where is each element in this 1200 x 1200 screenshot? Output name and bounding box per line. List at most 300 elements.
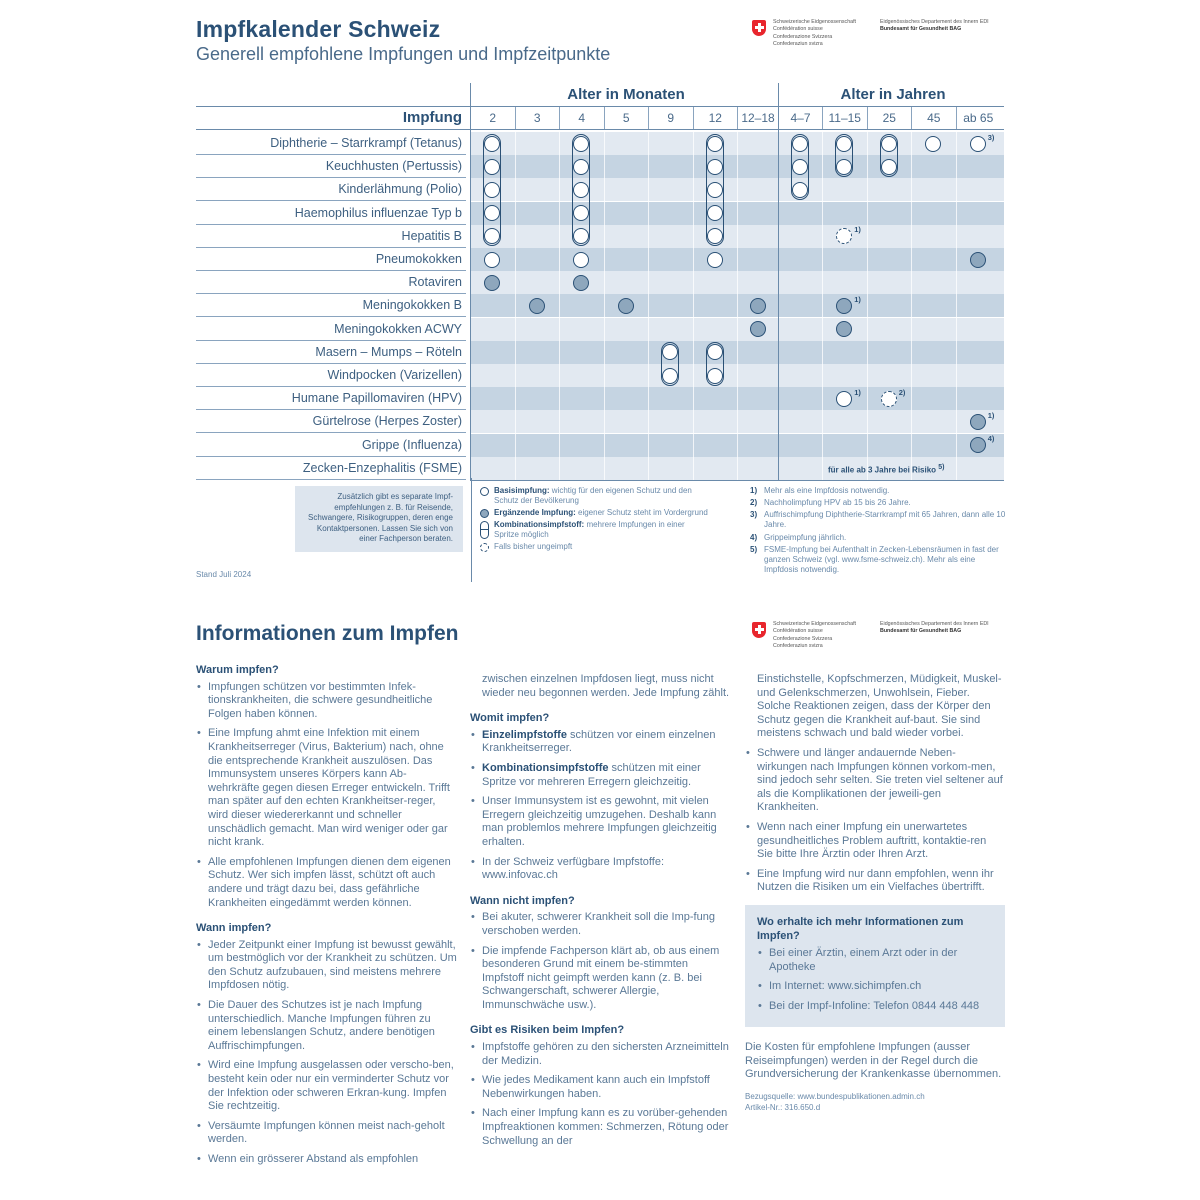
legend <box>480 486 710 554</box>
basic-dose-marker <box>707 136 723 152</box>
basic-dose-marker <box>573 252 589 268</box>
cell-separator <box>515 294 516 317</box>
department-names: Eidgenössisches Departement des Innern EDI Bundesamt für Gesundheit BAG <box>880 621 989 635</box>
vaccine-name: Humane Papillomaviren (HPV) <box>196 387 466 410</box>
cell-separator <box>867 410 868 433</box>
row-band <box>470 364 1004 387</box>
age-column-header: 25 <box>867 107 912 129</box>
cell-separator <box>737 225 738 248</box>
cell-separator <box>515 178 516 201</box>
bullet-item: • Wenn nach einer Impfung ein unerwartetes gesundheitliches Problem auftritt, kontaktie-ren Sie bitte Ihre Ärztin oder Ihren Arzt. <box>745 821 1005 862</box>
cell-separator <box>867 364 868 387</box>
bullet-item: • Die impfende Fachperson klärt ab, ob aus einem besonderen Grund mit einem be-stimmten Impfstoff nicht geimpft werden kann (z. B. bei Schwangerschaft, schwerer Allergie, Immunschwäche usw.). <box>470 945 732 1013</box>
cell-separator <box>604 225 605 248</box>
cell-separator <box>822 132 823 155</box>
bullet-item: • Bei akuter, schwerer Krankheit soll die Imp-fung verschoben werden. <box>470 911 732 938</box>
cell-separator <box>559 341 560 364</box>
table-divider <box>470 83 471 480</box>
cell-separator <box>822 318 823 341</box>
cell-separator <box>648 271 649 294</box>
vaccine-row <box>196 178 1004 201</box>
basic-dose-marker <box>881 136 897 152</box>
age-column-header: 5 <box>604 107 649 129</box>
supplementary-dose-marker <box>970 414 986 430</box>
cell-separator <box>956 202 957 225</box>
cell-separator <box>515 387 516 410</box>
info-column-1 <box>196 664 458 1179</box>
cell-separator <box>956 341 957 364</box>
cell-separator <box>693 155 694 178</box>
basic-dose-marker <box>484 252 500 268</box>
status-date: Stand Juli 2024 <box>196 570 252 579</box>
footnote-marker: 5) <box>938 464 945 472</box>
cell-separator <box>911 132 912 155</box>
basic-dose-marker <box>484 136 500 152</box>
section-why <box>196 664 458 910</box>
basic-dose-marker <box>925 136 941 152</box>
swiss-flag-icon <box>752 622 766 638</box>
legend-item-supplementary: Ergänzende Impfung: eigener Schutz steht im Vordergrund <box>480 508 710 518</box>
vaccine-row <box>196 341 1004 364</box>
cell-separator <box>822 248 823 271</box>
basic-dose-marker <box>484 159 500 175</box>
basic-vaccination-icon <box>480 487 489 496</box>
row-band <box>470 294 1004 317</box>
row-band <box>470 202 1004 225</box>
cell-separator <box>956 434 957 457</box>
row-band <box>470 410 1004 433</box>
header-divider <box>196 106 1004 107</box>
basic-dose-marker <box>573 136 589 152</box>
vaccine-name: Meningokokken ACWY <box>196 318 466 341</box>
row-band <box>470 387 1004 410</box>
cell-separator <box>822 155 823 178</box>
cell-separator <box>648 318 649 341</box>
cell-separator <box>822 364 823 387</box>
cell-separator <box>604 318 605 341</box>
bullet-continuation: Einstichstelle, Kopfschmerzen, Müdigkeit, Muskel- und Gelenkschmerzen, Unwohlsein, Fieber. Solche Reaktionen zeigen, dass der Körper den Schutz gegen die Krankheit auf-baut. Sie sind meistens schwach und bald wieder vorbei. <box>757 673 1002 740</box>
page-subtitle: Generell empfohlene Impfungen und Impfzeitpunkte <box>196 44 611 64</box>
cell-separator <box>737 248 738 271</box>
cell-separator <box>867 178 868 201</box>
vaccine-name: Haemophilus influenzae Typ b <box>196 202 466 225</box>
row-band <box>470 225 1004 248</box>
supplementary-dose-marker <box>529 298 545 314</box>
cell-separator <box>515 271 516 294</box>
bullet-continuation: zwischen einzelnen Impfdosen liegt, muss nicht wieder neu begonnen werden. Jede Impfung zählt. <box>482 673 730 699</box>
cell-separator <box>867 202 868 225</box>
cell-separator <box>822 178 823 201</box>
cell-separator <box>604 294 605 317</box>
bullet-item: • Versäumte Impfungen können meist nach-geholt werden. <box>196 1120 458 1147</box>
supplementary-dose-marker <box>970 252 986 268</box>
header-age-years: Alter in Jahren <box>840 86 946 103</box>
cell-separator <box>737 132 738 155</box>
bullet-item: • Jeder Zeitpunkt einer Impfung ist bewusst gewählt, um bestmöglich vor der Krankheit zu schützen. Um den Schutz aufzubauen, sind meistens mehrere Impfdosen nötig. <box>196 939 458 993</box>
cell-separator <box>867 387 868 410</box>
age-column-header: 9 <box>648 107 693 129</box>
row-band <box>470 248 1004 271</box>
cell-separator <box>559 178 560 201</box>
cell-separator <box>737 202 738 225</box>
cell-separator <box>867 271 868 294</box>
basic-dose-marker <box>662 368 678 384</box>
footnote-marker: 1) <box>854 225 861 235</box>
cell-separator <box>693 178 694 201</box>
bullet-item: • Im Internet: www.sichimpfen.ch <box>757 980 993 994</box>
cell-separator <box>648 248 649 271</box>
cell-separator <box>559 318 560 341</box>
bullet-item: • Wenn ein grösserer Abstand als empfohlen <box>196 1153 458 1167</box>
department-names: Eidgenössisches Departement des Innern EDI Bundesamt für Gesundheit BAG <box>880 19 989 33</box>
cell-separator <box>515 248 516 271</box>
cell-separator <box>737 341 738 364</box>
cell-separator <box>693 202 694 225</box>
cell-separator <box>911 294 912 317</box>
cell-separator <box>604 434 605 457</box>
cell-separator <box>822 387 823 410</box>
cell-separator <box>693 225 694 248</box>
cell-separator <box>559 294 560 317</box>
cell-separator <box>822 457 823 480</box>
cell-separator <box>867 341 868 364</box>
cell-separator <box>648 434 649 457</box>
row-band <box>470 178 1004 201</box>
cell-separator <box>911 202 912 225</box>
basic-dose-marker <box>707 205 723 221</box>
vaccine-name: Gürtelrose (Herpes Zoster) <box>196 410 466 433</box>
header-age-months: Alter in Monaten <box>567 86 685 103</box>
row-band <box>470 318 1004 341</box>
cell-separator <box>559 387 560 410</box>
cell-separator <box>737 457 738 480</box>
cell-separator <box>956 132 957 155</box>
cell-separator <box>737 387 738 410</box>
vaccine-row <box>196 410 1004 433</box>
footnote-marker: 1) <box>854 295 861 304</box>
footnote-marker: 3) <box>987 132 995 142</box>
cell-separator <box>956 271 957 294</box>
cell-separator <box>693 294 694 317</box>
cell-separator <box>693 271 694 294</box>
bullet-item: • Kombinationsimpfstoffe schützen mit einer Spritze vor mehreren Erregern gleichzeitig. <box>470 762 732 789</box>
cell-separator <box>648 457 649 480</box>
cell-separator <box>956 248 957 271</box>
vaccine-row <box>196 294 1004 317</box>
bullet-item: • Einzelimpfstoffe schützen vor einem einzelnen Krankheitserreger. <box>470 729 732 756</box>
row-band <box>470 132 1004 155</box>
supplementary-dose-marker <box>618 298 634 314</box>
info-column-3 <box>745 673 1005 1113</box>
cell-separator <box>604 155 605 178</box>
cell-separator <box>911 178 912 201</box>
cell-separator <box>867 434 868 457</box>
cell-separator <box>911 155 912 178</box>
cell-separator <box>956 294 957 317</box>
info-title: Informationen zum Impfen <box>196 622 459 645</box>
cell-separator <box>559 225 560 248</box>
footnotes <box>750 486 1006 577</box>
cell-separator <box>559 410 560 433</box>
supplementary-dose-marker <box>750 321 766 337</box>
cell-separator <box>648 178 649 201</box>
age-column-header: 2 <box>470 107 515 129</box>
age-column-header: 12–18 <box>737 107 778 129</box>
basic-dose-marker <box>836 159 852 175</box>
basic-dose-marker <box>881 159 897 175</box>
combination-vaccine-icon <box>480 521 489 539</box>
vaccine-row <box>196 225 1004 248</box>
cell-separator <box>737 364 738 387</box>
cell-separator <box>559 364 560 387</box>
cell-separator <box>559 434 560 457</box>
cell-separator <box>911 225 912 248</box>
cell-separator <box>737 294 738 317</box>
cell-separator <box>911 271 912 294</box>
cell-separator <box>515 410 516 433</box>
cell-separator <box>693 341 694 364</box>
bullet-item: • Eine Impfung ahmt eine Infektion mit einem Krankheitserreger (Virus, Bakterium) nach, ohne die entsprechende Krankheit auszulösen. Das Immunsystem unseres Körpers kann Ab-wehrkräfte gegen diesen Erreger entwickeln. Trifft man später auf den echten Krankheitser-reger, wird dieser wiedererkannt und schneller unschädlich gemacht. Man wird weniger oder gar nicht krank. <box>196 727 458 849</box>
row-band <box>470 341 1004 364</box>
age-column-header: 11–15 <box>822 107 867 129</box>
vaccine-row <box>196 364 1004 387</box>
vaccine-row <box>196 202 1004 225</box>
federal-logo-page2 <box>748 620 1016 656</box>
cell-separator <box>956 318 957 341</box>
cell-separator <box>956 410 957 433</box>
footnote: 1) Mehr als eine Impfdosis notwendig. <box>750 486 890 495</box>
cell-separator <box>515 132 516 155</box>
cell-separator <box>648 341 649 364</box>
footnote: 2) Nachholimpfung HPV ab 15 bis 26 Jahre. <box>750 498 911 508</box>
cell-separator <box>604 341 605 364</box>
bullet-item: • Impfungen schützen vor bestimmten Infek-tionskrankheiten, die schwere gesundheitliche Folgen haben können. <box>196 681 458 722</box>
basic-dose-marker <box>707 252 723 268</box>
cell-separator <box>956 364 957 387</box>
header-divider <box>196 129 1004 130</box>
cell-separator <box>911 410 912 433</box>
page-title: Impfkalender Schweiz <box>196 16 441 42</box>
source-line: Bezugsquelle: www.bundespublikationen.admin.ch <box>745 1092 925 1102</box>
basic-dose-marker <box>970 136 986 152</box>
vaccine-row <box>196 434 1004 457</box>
section-when <box>196 922 458 1167</box>
cell-separator <box>911 341 912 364</box>
vaccine-name: Diphtherie – Starrkrampf (Tetanus) <box>196 132 466 155</box>
row-band <box>470 434 1004 457</box>
bullet-item: • Bei einer Ärztin, einem Arzt oder in der Apotheke <box>757 947 993 974</box>
cell-separator <box>604 387 605 410</box>
footnote-marker: 2) <box>898 387 906 397</box>
footnote-marker: 1) <box>854 387 861 397</box>
months-years-divider <box>778 83 779 480</box>
cell-separator <box>559 132 560 155</box>
age-column-header: 3 <box>515 107 560 129</box>
row-band <box>470 155 1004 178</box>
section-with-what <box>470 712 732 883</box>
vaccine-name: Grippe (Influenza) <box>196 434 466 457</box>
row-band <box>470 271 1004 294</box>
cell-separator <box>515 341 516 364</box>
cell-separator <box>515 155 516 178</box>
cell-separator <box>956 387 957 410</box>
cell-separator <box>737 155 738 178</box>
more-info-box <box>745 905 1005 1027</box>
basic-dose-marker <box>707 182 723 198</box>
section-heading: Gibt es Risiken beim Impfen? <box>470 1024 625 1037</box>
info-column-2 <box>470 673 732 1160</box>
cell-separator <box>604 132 605 155</box>
bullet-item: • Unser Immunsystem ist es gewohnt, mit vielen Erregern gleichzeitig umzugehen. Deshalb kann man problemlos mehrere Impfungen gleichzeitig erhalten. <box>470 795 732 849</box>
footnote-marker: 1) <box>987 411 995 420</box>
section-when-not <box>470 895 732 1013</box>
cell-separator <box>956 457 957 480</box>
cell-separator <box>737 271 738 294</box>
vaccine-row <box>196 271 1004 294</box>
cell-separator <box>559 155 560 178</box>
federal-logo <box>748 18 1016 54</box>
fsme-risk-text: für alle ab 3 Jahre bei Risiko <box>828 466 939 476</box>
bullet-item: • Wird eine Impfung ausgelassen oder verscho-ben, besteht kein oder nur ein verminderter Schutz vor der Infektion oder schweren Erkran-kung. Impfen Sie rechtzeitig. <box>196 1059 458 1113</box>
cell-separator <box>867 132 868 155</box>
section-heading: Warum impfen? <box>196 664 279 676</box>
cell-separator <box>515 202 516 225</box>
basic-dose-marker <box>836 136 852 152</box>
vaccine-name: Windpocken (Varizellen) <box>196 364 466 387</box>
bullet-item: • Impfstoffe gehören zu den sichersten Arzneimitteln der Medizin. <box>470 1041 732 1068</box>
cell-separator <box>737 410 738 433</box>
bullet-item: • Eine Impfung wird nur dann empfohlen, wenn ihr Nutzen die Risiken um ein Vielfaches übertrifft. <box>745 868 1005 895</box>
section-heading: Wann impfen? <box>196 922 272 935</box>
basic-dose-marker <box>836 391 852 407</box>
header-vaccination: Impfung <box>402 109 462 126</box>
cell-separator <box>911 248 912 271</box>
footnote: 3) Auffrischimpfung Diphtherie-Starrkrampf mit 65 Jahren, dann alle 10 Jahre. <box>750 510 1006 530</box>
cell-separator <box>737 318 738 341</box>
additional-recommendations-note: Zusätzlich gibt es separate Impf-empfehlungen z. B. für Reisende, Schwangere, Risikogruppen, deren enge Kontaktpersonen. Lassen Sie sich von einer Fachperson beraten. <box>295 486 463 552</box>
cell-separator <box>956 155 957 178</box>
bullet-item: • In der Schweiz verfügbare Impfstoffe: www.infovac.ch <box>470 856 732 883</box>
basic-dose-marker <box>792 159 808 175</box>
basic-dose-marker <box>707 368 723 384</box>
bullet-item: • Alle empfohlenen Impfungen dienen dem eigenen Schutz. Wer sich impfen lässt, schützt oft auch andere und trägt dazu bei, dass gefährliche Krankheiten eingedämmt werden können. <box>196 856 458 910</box>
supplementary-dose-marker <box>484 275 500 291</box>
cell-separator <box>604 248 605 271</box>
cell-separator <box>867 248 868 271</box>
footnote-marker: 4) <box>987 434 995 444</box>
cell-separator <box>693 248 694 271</box>
legend-item-basic: Basisimpfung: wichtig für den eigenen Schutz und den Schutz der Bevölkerung <box>480 486 710 506</box>
cell-separator <box>911 387 912 410</box>
age-column-header: ab 65 <box>956 107 1001 129</box>
cell-separator <box>604 271 605 294</box>
vaccine-name: Pneumokokken <box>196 248 466 271</box>
cell-separator <box>693 132 694 155</box>
vaccine-name: Keuchhusten (Pertussis) <box>196 155 466 178</box>
catchup-dose-marker <box>881 391 897 407</box>
table-bottom-line <box>470 480 1004 481</box>
vaccine-name: Hepatitis B <box>196 225 466 248</box>
cell-separator <box>867 294 868 317</box>
cell-separator <box>822 341 823 364</box>
age-column-header: 12 <box>693 107 738 129</box>
section-heading: Wann nicht impfen? <box>470 894 575 907</box>
cell-separator <box>867 318 868 341</box>
cell-separator <box>867 225 868 248</box>
bullet-item: • Wie jedes Medikament kann auch ein Impfstoff Nebenwirkungen haben. <box>470 1074 732 1101</box>
cell-separator <box>822 294 823 317</box>
basic-dose-marker <box>792 136 808 152</box>
cell-separator <box>693 410 694 433</box>
cell-separator <box>515 434 516 457</box>
article-number: Artikel-Nr.: 316.650.d <box>745 1102 821 1112</box>
cell-separator <box>822 202 823 225</box>
age-column-header: 4 <box>559 107 604 129</box>
cell-separator <box>648 225 649 248</box>
cell-separator <box>559 202 560 225</box>
legend-item-catchup: Falls bisher ungeimpft <box>480 542 710 552</box>
vaccine-row <box>196 248 1004 271</box>
vaccine-name: Meningokokken B <box>196 294 466 317</box>
cell-separator <box>648 155 649 178</box>
cell-separator <box>956 225 957 248</box>
cell-separator <box>604 202 605 225</box>
footnote: 4) Grippeimpfung jährlich. <box>750 532 847 542</box>
age-column-header: 4–7 <box>778 107 822 129</box>
cell-separator <box>604 364 605 387</box>
bullet-item: • Schwere und länger andauernde Neben-wirkungen nach Impfungen können vorkom-men, sind jedoch sehr selten. Sie treten viel seltener auf als die Komplikationen der jeweili-gen Krankheiten. <box>745 747 1005 815</box>
basic-dose-marker <box>792 182 808 198</box>
cell-separator <box>822 225 823 248</box>
supplementary-dose-marker <box>573 275 589 291</box>
vaccine-name: Zecken-Enzephalitis (FSME) <box>196 457 466 480</box>
section-risks <box>470 1024 732 1148</box>
cell-separator <box>822 434 823 457</box>
catchup-vaccination-icon <box>480 543 489 552</box>
cell-separator <box>822 410 823 433</box>
vaccine-name: Kinderlähmung (Polio) <box>196 178 466 201</box>
cell-separator <box>737 178 738 201</box>
cell-separator <box>956 178 957 201</box>
cell-separator <box>515 225 516 248</box>
basic-dose-marker <box>573 159 589 175</box>
cell-separator <box>515 457 516 480</box>
cell-separator <box>648 132 649 155</box>
cell-separator <box>867 155 868 178</box>
legend-item-combination: Kombinationsimpfstoff: mehrere Impfungen in einer Spritze möglich <box>480 520 710 540</box>
costs-note: Die Kosten für empfohlene Impfungen (ausser Reiseimpfungen) werden in der Regel durch die Grundversicherung der Krankenkasse übernommen. <box>745 1041 1002 1081</box>
cell-separator <box>648 364 649 387</box>
fsme-note <box>828 464 945 475</box>
vaccine-name: Masern – Mumps – Röteln <box>196 341 466 364</box>
section-heading: Womit impfen? <box>470 712 550 725</box>
cell-separator <box>604 410 605 433</box>
cell-separator <box>604 178 605 201</box>
infobox-heading: Wo erhalte ich mehr Informationen zum Impfen? <box>757 915 964 942</box>
cell-separator <box>911 434 912 457</box>
legend-divider <box>471 478 472 582</box>
cell-separator <box>693 434 694 457</box>
cell-separator <box>515 318 516 341</box>
bullet-item: • Die Dauer des Schutzes ist je nach Impfung unterschiedlich. Manche Impfungen führen zu einem lebenslangen Schutz, andere benötigen Auffrischimpfungen. <box>196 999 458 1053</box>
bullet-item: • Nach einer Impfung kann es zu vorüber-gehenden Impfreaktionen kommen: Schmerzen, Rötung oder Schwellung an der <box>470 1107 732 1148</box>
bullet-item: • Bei der Impf-Infoline: Telefon 0844 448 448 <box>757 1000 993 1014</box>
cell-separator <box>911 364 912 387</box>
cell-separator <box>693 387 694 410</box>
cell-separator <box>515 364 516 387</box>
confederation-names: Schweizerische Eidgenossenschaft Confédération suisse Confederazione Svizzera Confederaziun svizra <box>773 19 857 47</box>
cell-separator <box>648 294 649 317</box>
